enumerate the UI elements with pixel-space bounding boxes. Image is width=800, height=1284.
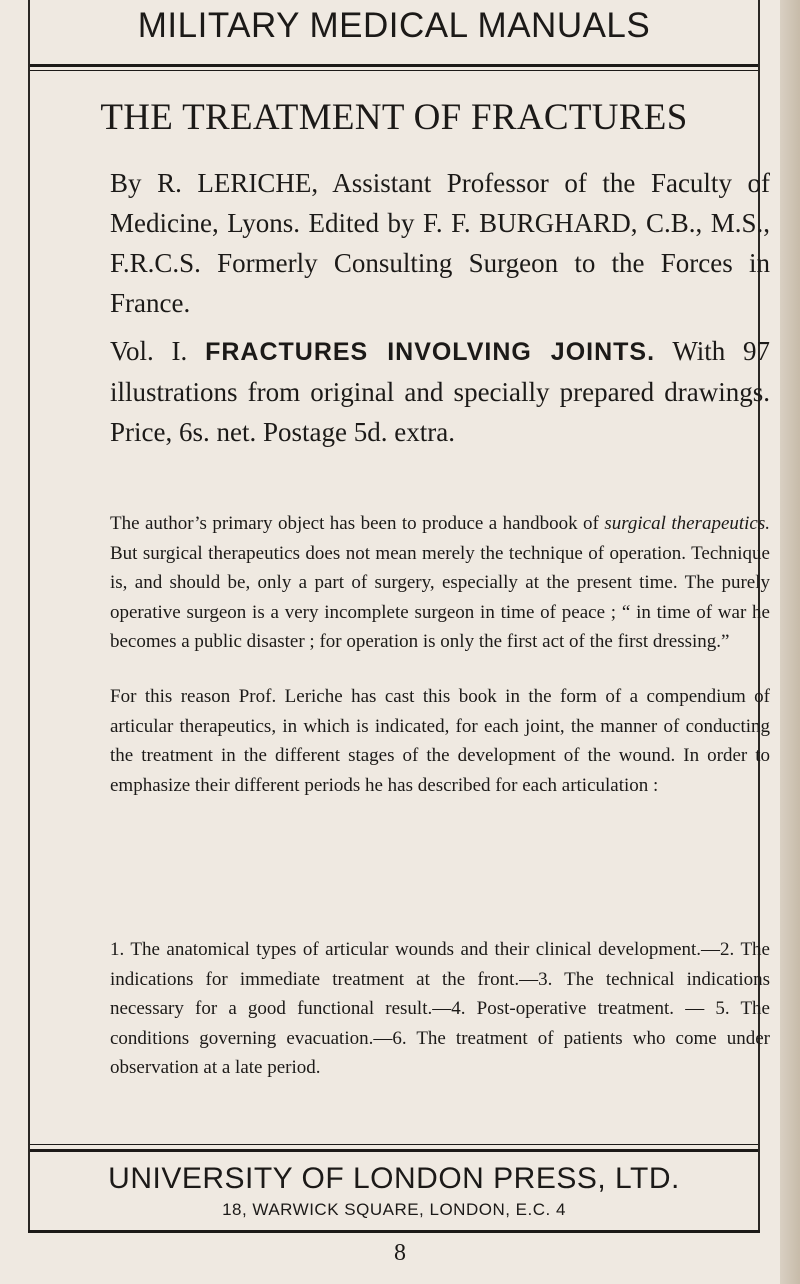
publisher-address: 18, WARWICK SQUARE, LONDON, E.C. 4 bbox=[222, 1200, 566, 1219]
page-edge bbox=[780, 0, 800, 1284]
footer-rule-thin bbox=[30, 1144, 758, 1145]
postage: Postage 5d. extra. bbox=[262, 417, 455, 447]
frame-bottom-rule bbox=[28, 1230, 760, 1233]
price: Price, 6s. net. bbox=[110, 417, 257, 447]
illustrations-note: With 97 illustrations from original and specially prepared drawings. bbox=[110, 336, 771, 407]
para1-emphasis: surgical therapeutics. bbox=[604, 513, 771, 534]
volume-label: Vol. I. bbox=[110, 336, 188, 366]
author-byline: By R. LERICHE, Assistant Professor of the Faculty of Medicine, Lyons. Edited by F. F. BURGHARD, C.B., M.S., F.R.C.S. Formerly Consulting Surgeon to the Forces in France. bbox=[110, 168, 770, 318]
header-rule-thin bbox=[30, 70, 758, 71]
footer-rule bbox=[30, 1149, 758, 1152]
volume-title: FRACTURES INVOLVING JOINTS. bbox=[205, 338, 656, 366]
advertisement-frame bbox=[28, 0, 771, 1232]
page-number: 8 bbox=[394, 1240, 406, 1266]
description-paragraph-2: For this reason Prof. Leriche has cast this book in the form of a compendium of articular therapeutics, in which is indicated, for each joint, the manner of conducting the treatment in the different stages of the development of the wound. In order to emphasize their different periods he has described for each articulation : bbox=[110, 686, 770, 796]
description-paragraph-1 bbox=[110, 509, 770, 657]
publisher-name: UNIVERSITY OF LONDON PRESS, LTD. bbox=[108, 1162, 680, 1195]
header-rule bbox=[30, 64, 758, 67]
description-paragraph-3: 1. The anatomical types of articular wounds and their clinical development.—2. The indications for immediate treatment at the front.—3. The technical indications necessary for a good functional result.—4. Post-operative treatment. — 5. The conditions governing evacuation.—6. The treatment of patients who come under observation at a late period. bbox=[110, 939, 770, 1078]
para1-text-a: The author’s primary object has been to produce a handbook of bbox=[110, 513, 599, 534]
volume-info bbox=[110, 331, 770, 452]
series-title: MILITARY MEDICAL MANUALS bbox=[137, 6, 651, 45]
book-title: THE TREATMENT OF FRACTURES bbox=[100, 97, 688, 138]
para1-text-b: But surgical therapeutics does not mean merely the technique of operation. Technique is, and should be, only a part of surgery, especially at the present time. The purely operative surgeon is a very incomplete surgeon in time of peace ; “ in time of war he becomes a public disaster ; for operation is only the first act of the first dressing.” bbox=[110, 542, 770, 652]
